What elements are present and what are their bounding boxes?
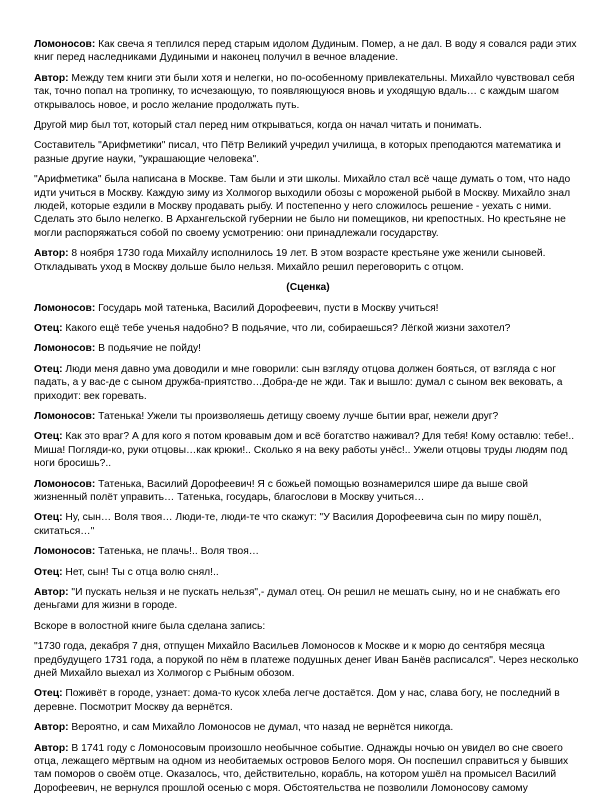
speaker-label: Ломоносов: — [34, 39, 96, 50]
paragraph — [34, 410, 582, 423]
speaker-label: Ломоносов: — [34, 478, 96, 490]
paragraph-text: Люди меня давно ума доводили и мне говорили: сын взгляду отцова должен бояться, от взгляда с ног падать, а у вас-де с сыном дружба-приятство…Добра-де не жди. Так и вышло: думал с сыном век вековать, а приходит: век горевать. — [34, 363, 563, 402]
paragraph-text: Нет, сын! Ты с отца волю снял!.. — [62, 566, 219, 578]
speaker-label: Отец: — [34, 566, 63, 578]
paragraph — [34, 322, 582, 335]
speaker-label: Отец: — [34, 512, 63, 524]
paragraph — [34, 363, 582, 403]
paragraph — [34, 511, 582, 538]
paragraph — [34, 545, 582, 558]
paragraph-text: В 1741 году с Ломоносовым произошло необычное событие. Однажды ночью он увидел во сне своего отца, лежащего мёртвым на одном из необитаемых островов Белого моря. Он поспешил справиться у бывших там поморов о своём отце. Оказалось, что, действительно, корабль, на котором ушёл на промысел Василий Дорофеевич, не вернулся прошлой осенью с моря. Обстоятельства не позволили Ломоносову самому — [34, 742, 569, 794]
paragraph — [34, 342, 582, 355]
paragraph — [34, 430, 582, 470]
paragraph — [34, 620, 582, 633]
paragraph-text: 8 ноября 1730 года Михайлу исполнилось 19 лет. В этом возрасте крестьяне уже женили сыновей. Откладывать уход в Москву дольше было нельзя. Михайло решил переговорить с отцом. — [34, 248, 546, 273]
paragraph — [34, 721, 582, 734]
speaker-label: Автор: — [34, 587, 69, 598]
paragraph — [34, 687, 582, 714]
paragraph — [34, 586, 582, 613]
paragraph-text: (Сценка) — [286, 282, 330, 294]
scene-heading — [34, 281, 582, 294]
speaker-label: Ломоносов: — [34, 302, 96, 314]
paragraph-text: Вскоре в волостной книге была сделана запись: — [34, 620, 266, 632]
paragraph-text: Татенька, Василий Дорофеевич! Я с божьей помощью вознамерился шире да выше свой жизненный полёт управить… Татенька, государь, благослови в Москву учиться… — [34, 478, 528, 503]
speaker-label: Автор: — [34, 722, 69, 734]
paragraph-text: Татенька! Ужели ты произволяешь детищу своему лучше бытии враг, нежели друг? — [95, 410, 499, 422]
paragraph-text: Государь мой татенька, Василий Дорофеевич, пусти в Москву учиться! — [95, 302, 439, 314]
paragraph — [34, 247, 582, 274]
paragraph — [34, 72, 582, 112]
paragraph-text: "1730 года, декабря 7 дня, отпущен Михайло Васильев Ломоносов к Москве и к морю до сентября месяца предбудущего 1731 года, а порукой по нём в платеже подушных денег Иван Банёв расписался". Через несколько дней Михайло выехал из Холмогор с Рыбным обозом. — [34, 641, 579, 680]
paragraph — [34, 566, 582, 579]
paragraph-text: Татенька, не плачь!.. Воля твоя… — [95, 546, 260, 558]
paragraph-text: Ну, сын… Воля твоя… Люди-те, люди-те что скажут: "У Василия Дорофеевича сын по миру пошёл, скитаться…" — [34, 512, 542, 537]
paragraph-text: Какого ещё тебе ученья надобно? В подьячие, что ли, собираешься? Лёгкой жизни захотел? — [62, 322, 511, 334]
paragraph — [34, 139, 582, 166]
speaker-label: Автор: — [34, 742, 69, 754]
speaker-label: Отец: — [34, 431, 63, 443]
paragraph — [34, 38, 582, 65]
paragraph — [34, 478, 582, 505]
paragraph-text: Составитель "Арифметики" писал, что Пётр Великий учредил училища, в которых преподаются математика и разные другие науки, "украшающие человека". — [34, 140, 561, 165]
speaker-label: Отец: — [34, 363, 63, 375]
speaker-label: Ломоносов: — [34, 343, 96, 355]
speaker-label: Автор: — [34, 72, 69, 84]
paragraph — [34, 742, 582, 795]
paragraph — [34, 640, 582, 680]
paragraph-text: Как свеча я теплился перед старым идолом Дудиным. Помер, а не дал. В воду я совался ради этих книг перед наследниками Дудиными и наконец получил в вечное владение. — [34, 39, 577, 64]
speaker-label: Ломоносов: — [34, 410, 96, 422]
paragraph-text: Другой мир был тот, который стал перед ним открываться, когда он начал читать и понимать. — [34, 120, 482, 132]
paragraph — [34, 173, 582, 240]
paragraph-text: Вероятно, и сам Михайло Ломоносов не думал, что назад не вернётся никогда. — [68, 722, 454, 734]
paragraph-text: "И пускать нельзя и не пускать нельзя",- думал отец. Он решил не мешать сыну, но и не снабжать его деньгами для жизни в городе. — [34, 587, 560, 612]
paragraph — [34, 302, 582, 315]
paragraph-text: Поживёт в городе, узнает: дома-то кусок хлеба легче достаётся. Дом у нас, слава богу, не последний в деревне. Посмотрит Москву да вернётся. — [34, 688, 560, 713]
speaker-label: Автор: — [34, 248, 69, 260]
paragraph-text: "Арифметика" была написана в Москве. Там были и эти школы. Михайло стал всё чаще думать о том, что надо идти учиться в Москву. Каждую зиму из Холмогор выходили обозы с мороженой рыбой в Москву. Михайло знал людей, которые ездили в Москву продавать рыбу. И постепенно у него сложилось решение - уехать с ними. Сделать это было нелегко. В Архангельской губернии не было ни помещиков, ни крепостных. Но крестьяне не могли распоряжаться собой по своему усмотрению: они принадлежали государству. — [34, 174, 571, 239]
speaker-label: Отец: — [34, 322, 63, 334]
paragraph — [34, 119, 582, 132]
paragraph-text: Как это враг? А для кого я потом кровавым дом и всё богатство наживал? Для тебя! Кому оставлю: тебе!.. Миша! Погляди-ко, руки отцовы…как крюки!.. Сколько я на веку работы унёс!.. Ужели отцовы труды людям под ноги бросишь?.. — [34, 431, 575, 470]
paragraph-text: Между тем книги эти были хотя и нелегки, но по-особенному привлекательны. Михайло чувствовал себя так, точно попал на тропинку, то исчезающую, то появляющуюся вновь и уходящую вдаль… с каждым шагом открывалось новое, и росло желание продолжать путь. — [34, 72, 575, 111]
speaker-label: Отец: — [34, 688, 63, 700]
speaker-label: Ломоносов: — [34, 546, 96, 558]
paragraph-text: В подьячие не пойду! — [95, 343, 201, 355]
